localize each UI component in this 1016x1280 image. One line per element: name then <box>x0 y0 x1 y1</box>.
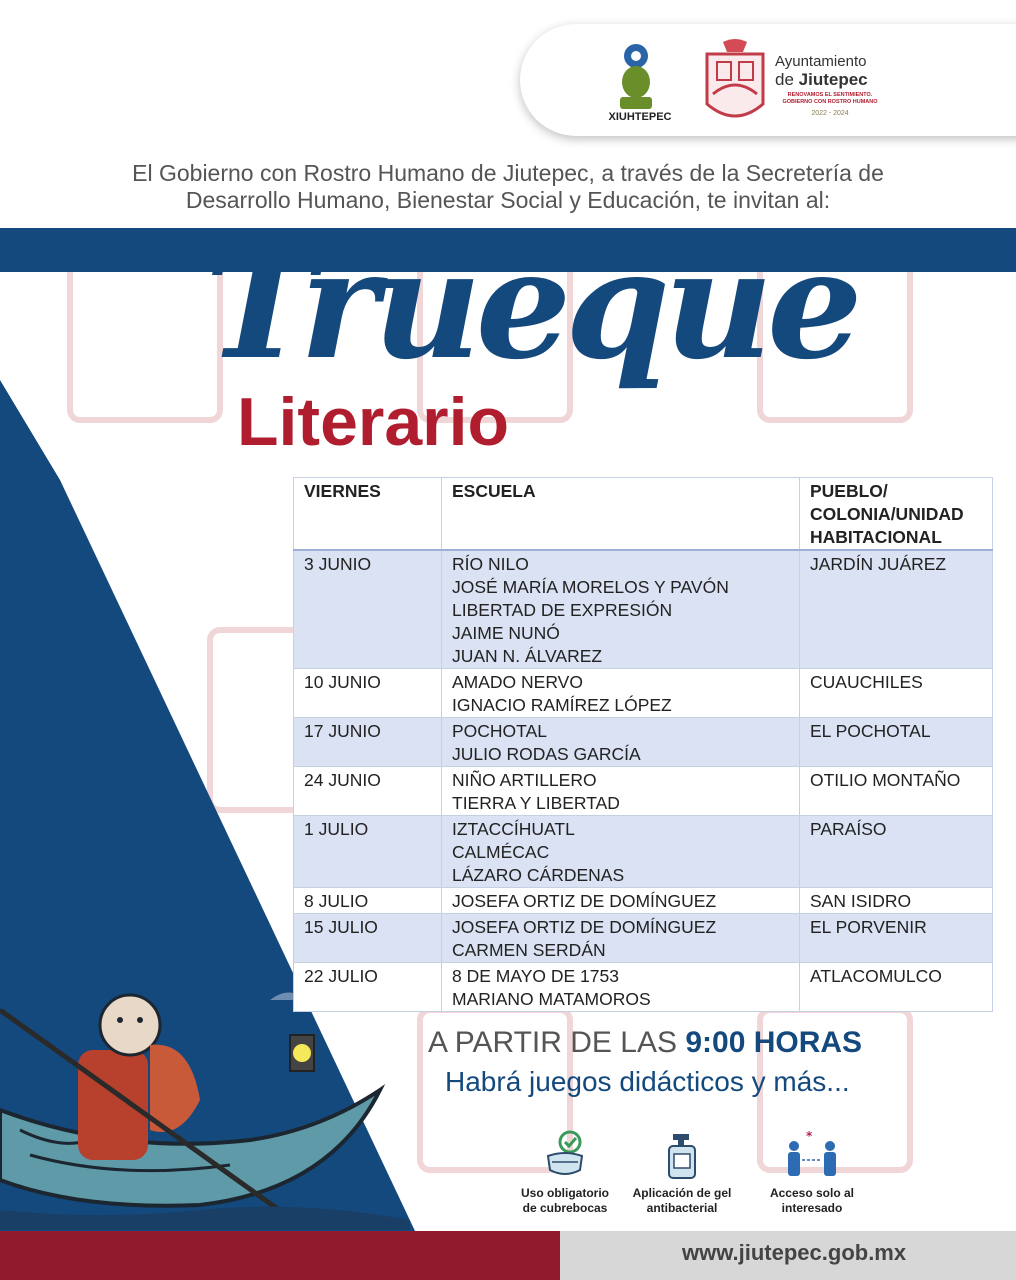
games-text: Habrá juegos didácticos y más... <box>445 1066 850 1097</box>
cell-schools <box>442 550 800 669</box>
table-body <box>294 550 993 1012</box>
start-time-hour: 9:00 HORAS <box>685 1026 863 1059</box>
school-name: 8 DE MAYO DE 1753 <box>452 966 619 986</box>
cell-place: SAN ISIDRO <box>800 888 993 914</box>
cell-schools <box>442 669 800 718</box>
school-name: AMADO NERVO <box>452 672 583 692</box>
ayuntamiento-line2 <box>775 70 868 90</box>
cell-schools <box>442 767 800 816</box>
school-name: JULIO RODAS GARCÍA <box>452 744 641 764</box>
cell-date: 24 JUNIO <box>294 767 442 816</box>
ayuntamiento-years: 2022 - 2024 <box>811 110 849 117</box>
school-name: LIBERTAD DE EXPRESIÓN <box>452 600 673 620</box>
school-name: IZTACCÍHUATL <box>452 819 575 839</box>
cell-date: 10 JUNIO <box>294 669 442 718</box>
slogan-line2: GOBIERNO CON ROSTRO HUMANO <box>782 99 878 105</box>
school-name: LÁZARO CÁRDENAS <box>452 865 625 885</box>
cell-date: 17 JUNIO <box>294 718 442 767</box>
safety-mask-line1: Uso obligatorio <box>521 1186 609 1200</box>
safety-access <box>752 1130 872 1216</box>
safety-gel <box>622 1130 742 1216</box>
title-trueque: Trueque <box>205 217 857 393</box>
header-escuela: ESCUELA <box>442 478 800 551</box>
school-name: JOSEFA ORTIZ DE DOMÍNGUEZ <box>452 891 717 911</box>
school-name: MARIANO MATAMOROS <box>452 989 651 1009</box>
cell-date: 8 JULIO <box>294 888 442 914</box>
cell-place: CUAUCHILES <box>800 669 993 718</box>
school-name: CALMÉCAC <box>452 842 550 862</box>
xiuhtepec-logo-icon <box>612 42 660 112</box>
cell-schools <box>442 718 800 767</box>
cell-date: 1 JULIO <box>294 816 442 888</box>
start-time-prefix: A PARTIR DE LAS <box>428 1026 677 1059</box>
cell-schools <box>442 888 800 914</box>
svg-text:*: * <box>806 1130 813 1143</box>
table-row <box>294 914 993 963</box>
cell-date: 3 JUNIO <box>294 550 442 669</box>
cell-place: JARDÍN JUÁREZ <box>800 550 993 669</box>
school-name: JOSÉ MARÍA MORELOS Y PAVÓN <box>452 577 729 597</box>
cell-place: EL PORVENIR <box>800 914 993 963</box>
table-row <box>294 888 993 914</box>
intro-line2: Desarrollo Humano, Bienestar Social y Educación, te invitan al: <box>185 187 831 213</box>
cell-place: EL POCHOTAL <box>800 718 993 767</box>
table-row <box>294 550 993 669</box>
school-name: JUAN N. ÁLVAREZ <box>452 646 603 666</box>
safety-mask <box>505 1130 625 1216</box>
table-row <box>294 963 993 1012</box>
header-logo-bar <box>520 24 1016 136</box>
cell-schools <box>442 963 800 1012</box>
cell-schools <box>442 816 800 888</box>
cell-date: 22 JULIO <box>294 963 442 1012</box>
safety-gel-line2: antibacterial <box>646 1201 718 1215</box>
school-name: JOSEFA ORTIZ DE DOMÍNGUEZ <box>452 917 717 937</box>
ayuntamiento-slogan <box>775 92 885 106</box>
school-name: JAIME NUNÓ <box>452 623 560 643</box>
slogan-line1: RENOVAMOS EL SENTIMIENTO. <box>787 92 873 98</box>
cell-date: 15 JULIO <box>294 914 442 963</box>
school-name: POCHOTAL <box>452 721 547 741</box>
cell-schools <box>442 914 800 963</box>
table-row <box>294 669 993 718</box>
title-literario: Literario <box>237 384 510 460</box>
school-name: NIÑO ARTILLERO <box>452 770 597 790</box>
intro-text <box>50 160 966 214</box>
website-link[interactable]: www.jiutepec.gob.mx <box>682 1240 907 1265</box>
distance-people-icon <box>782 1130 842 1180</box>
cell-place: PARAÍSO <box>800 816 993 888</box>
safety-gel-line1: Aplicación de gel <box>632 1186 732 1200</box>
cell-place: ATLACOMULCO <box>800 963 993 1012</box>
ayuntamiento-line1: Ayuntamiento <box>775 53 867 70</box>
footer-red-band <box>0 1231 560 1280</box>
boat-illustration <box>0 980 420 1230</box>
table-row <box>294 718 993 767</box>
table-header-row <box>294 478 993 551</box>
intro-line1: El Gobierno con Rostro Humano de Jiutepec, a través de la Secretería de <box>132 160 884 186</box>
safety-mask-line2: de cubrebocas <box>522 1201 608 1215</box>
school-name: IGNACIO RAMÍREZ LÓPEZ <box>452 695 672 715</box>
ayuntamiento-de: de <box>775 70 794 89</box>
table-row <box>294 816 993 888</box>
ayuntamiento-name: Jiutepec <box>798 70 868 89</box>
school-name: RÍO NILO <box>452 554 529 574</box>
school-name: TIERRA Y LIBERTAD <box>452 793 620 813</box>
table-row <box>294 767 993 816</box>
face-mask-icon <box>540 1130 590 1180</box>
start-time <box>428 1026 862 1060</box>
jiutepec-shield-icon <box>703 36 767 126</box>
header-viernes: VIERNES <box>294 478 442 551</box>
xiuhtepec-label: XIUHTEPEC <box>608 111 672 123</box>
gel-bottle-icon <box>657 1130 707 1180</box>
safety-access-line1: Acceso solo al <box>769 1186 855 1200</box>
schedule-table <box>293 477 993 1012</box>
school-name: CARMEN SERDÁN <box>452 940 606 960</box>
header-pueblo: PUEBLO/ COLONIA/UNIDAD HABITACIONAL <box>800 478 993 551</box>
cell-place: OTILIO MONTAÑO <box>800 767 993 816</box>
safety-access-line2: interesado <box>781 1201 843 1215</box>
